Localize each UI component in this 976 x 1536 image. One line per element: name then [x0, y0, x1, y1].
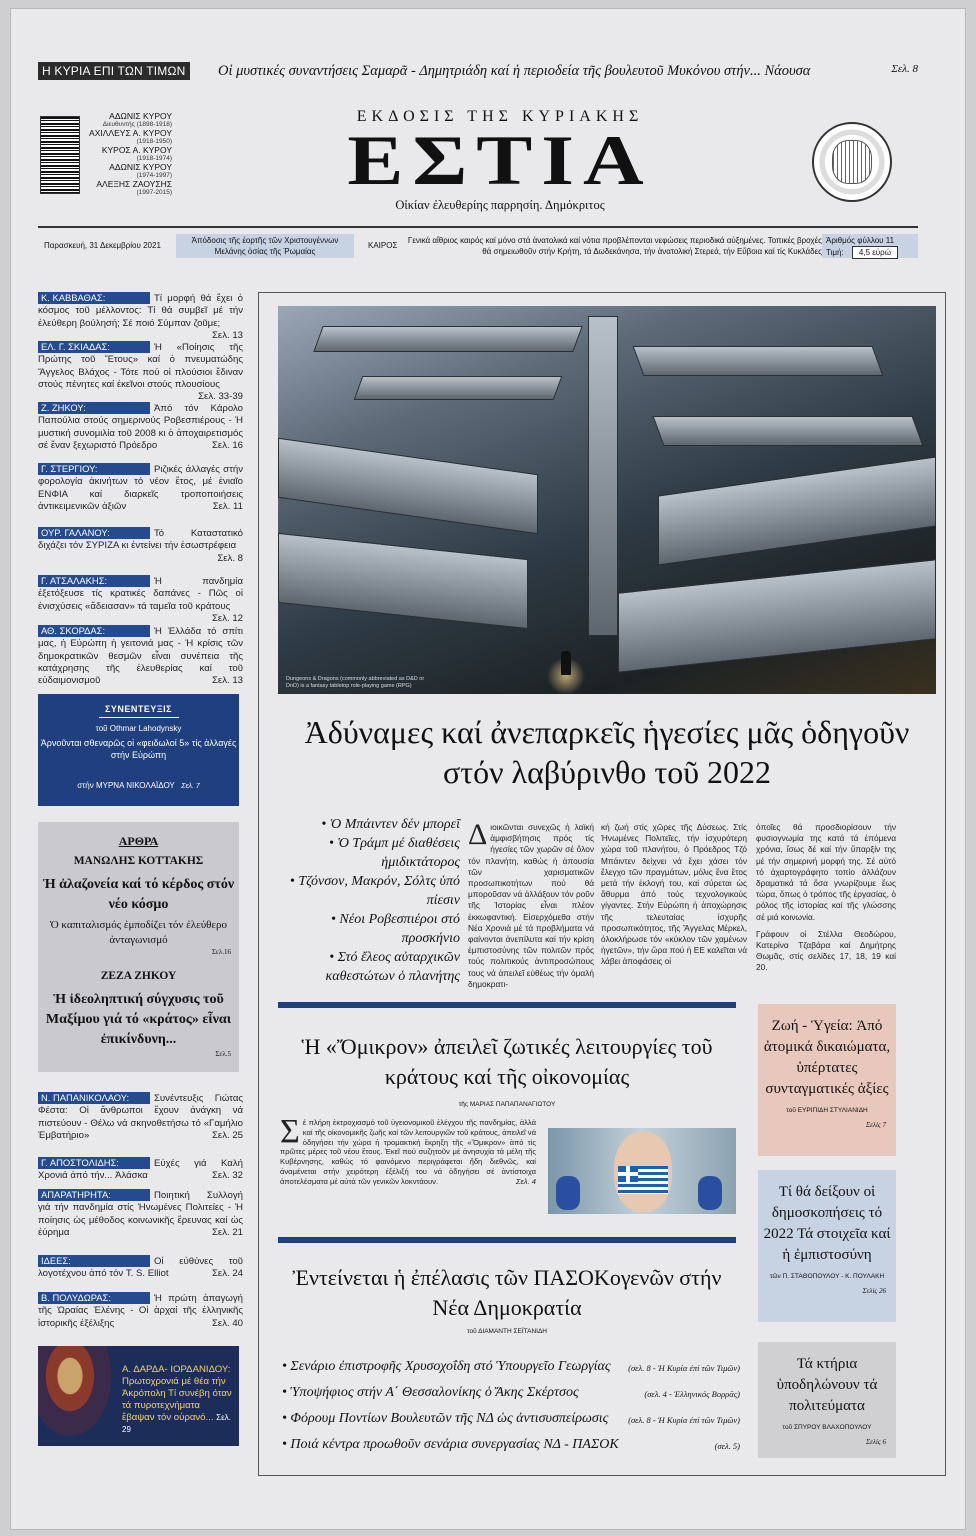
founder-years: Διευθυντής (1898-1918): [102, 121, 172, 128]
section-divider: [278, 1237, 736, 1243]
teaser[interactable]: [38, 575, 243, 625]
teaser-page: Σελ. 25: [211, 1129, 243, 1141]
teaser-text: Ἡ πρώτη ἀπαγωγή τῆς Ὡραίας Ἑλένης - Οἱ ἀρχαί τῆς ἑλληνικῆς ἱστορικῆς ἐξέλιξης: [38, 1293, 243, 1329]
teaser-author: Ν. ΠΑΠΑΝΙΚΟΛΑΟΥ:: [38, 1092, 150, 1104]
zeus-illustration-icon: [38, 1346, 118, 1446]
feature-box[interactable]: [38, 1346, 239, 1446]
teaser-page: Σελ. 24: [211, 1268, 243, 1280]
teaser[interactable]: [38, 527, 243, 565]
teaser-text: Ἀπό τόν Κάρολο Παπούλια στούς σημερινούς Ροβεσπιέρους - Ἡ μυστική συνομιλία τοῦ 2008 κι ὁ ἀποχαιρετισμός σέ ἕναν ξεχωριστό Πρόεδρο: [38, 403, 243, 451]
teaser[interactable]: [38, 1189, 243, 1239]
masthead-title: ΕΣΤΙΑ: [347, 121, 653, 201]
bullet-item: • Ὁ Μπάιντεν δέν μπορεῖ: [321, 817, 460, 832]
teaser-author: Β. ΠΟΛΥΔΩΡΑΣ:: [38, 1292, 150, 1304]
teaser-author: ΕΛ. Γ. ΣΚΙΑΔΑΣ:: [38, 341, 150, 353]
list-item-ref: (σελ. 8 - Ἡ Κυρία ἐπί τῶν Τιμῶν): [628, 1415, 740, 1425]
bullet-item: • Ὁ Τράμπ μέ διαθέσεις ἡμιδικτάτορος: [329, 836, 460, 870]
teaser-author: Γ. ΑΠΟΣΤΟΛΙΔΗΣ:: [38, 1157, 150, 1169]
teaser-author: Γ. ΑΤΣΑΛΑΚΗΣ:: [38, 575, 150, 587]
drop-cap: Σ: [280, 1113, 300, 1150]
nd-headline[interactable]: Ἐντείνεται ἡ ἐπέλασις τῶν ΠΑΣΟΚογενῶν στήν Νέα Δημοκρατία: [292, 1265, 722, 1320]
opinion-box: [38, 822, 239, 1072]
teaser-page: Σελ. 12: [211, 612, 243, 624]
info-bar: [38, 232, 918, 260]
section-divider: [278, 1002, 736, 1008]
divider: [38, 226, 918, 228]
side-box-title: Τά κτήρια ὑποδηλώνουν τά πολιτεύματα: [776, 1356, 878, 1414]
top-headline[interactable]: Οἱ μυστικές συναντήσεις Σαμαρᾶ - Δημητριάδη καί ἡ περιοδεία τῆς βουλευτοῦ Μυκόνου στήν... Νάουσα: [218, 63, 811, 79]
feature-page: Σελ. 29: [122, 1413, 231, 1434]
interview-label: ΣΥΝΕΝΤΕΥΞΙΣ: [104, 704, 173, 714]
side-box-page: Σελίς 26: [862, 1287, 886, 1295]
opinion-page: Σελ.5: [215, 1050, 231, 1058]
teaser-page: Σελ. 32: [211, 1170, 243, 1182]
list-item-ref: (σελ. 8 - Ἡ Κυρία ἐπί τῶν Τιμῶν): [628, 1363, 740, 1373]
bullet-item: • Τζόνσον, Μακρόν, Σόλτς ὑπό πίεσιν: [289, 874, 460, 908]
teaser-text: Συνέντευξις Γιώτας Φέστα: Οἱ ἄνθρωποι ἔχουν ἀνάγκη νά πιστεύουν - Θέλω νά σκηνοθετήσω τό «Γαμήλιο Ἐμβατήριο»: [38, 1093, 243, 1141]
teaser[interactable]: [38, 1092, 243, 1142]
lead-column-2: κή ζωή στίς χῶρες τῆς Δύσεως. Στίς Ἡνωμένες Πολιτεῖες, τήν ἰσχυρότερη χώρα τοῦ πλανήτου, ὁ Πρόεδρος Τζό Μπάιντεν δείχνει νά ἔχει χάσει τόν ἔλεγχο τῶν πραγμάτων, μόλις ἕνα ἔτος μετά τήν ἐκλογή του, καί σύρεται ὡς ἄθυρμα ἀπό τούς τεχνολογικούς γίγαντες. Στήν Εὐρώπη ἡ ἀποχώρησις τῆς τελευταίας ἰσχυρῆς προσωπικότητος, τῆς Ἄγγελας Μέρκελ, ὁλοκλήρωσε τόν «κύκλον τῶν χαμένων ἡγετῶν», τήν ὥρα πού ἡ ΕΕ καλεῖται νά λάβει ἀποφάσεις οἱ: [601, 822, 747, 967]
list-item-ref: (σελ. 4 - Ἑλληνικός Βορρᾶς): [644, 1389, 740, 1399]
founder-name: ΑΔΩΝΙΣ ΚΥΡΟΥ: [109, 162, 172, 172]
lead-column-3: ὁποῖες θά προσδιορίσουν τήν φυσιογνωμία της κατά τά ἑπόμενα χρόνια, ἴσως δέ καί τήν ὕπαρξίν της μέ τήν σημερινή μορφή της. Σέ αὐτό τό ἀχαρτογράφητο τοπίο ἀλλάζουν δραματικά τά ὅσα γνωρίζουμε ἕως τώρα, ὅπως ὁ τρόπος τῆς ἐργασίας, ὁ ρόλος τῆς ἱστορίας καί τῆς γλώσσης σέ μιά κοινωνία. Γράφουν οἱ Στέλλα Θεοδώρου, Κατερίνα Τζαβάρα καί Δημήτρης Θωμᾶς, στίς σελίδες 17, 18, 19 καί 20.: [756, 822, 896, 973]
teaser-text: Ἡ πανδημία ἐξετόξευσε τίς κρατικές δαπάνες - Πῶς οἱ ἐνισχύσεις «ἄδειασαν» τά ταμεῖα τοῦ κράτους: [38, 576, 243, 612]
teaser[interactable]: [38, 292, 243, 342]
teaser-page: Σελ. 13: [211, 675, 243, 687]
teaser-author: Ζ. ΖΗΚΟΥ:: [38, 402, 150, 414]
barcode: [40, 116, 80, 194]
interview-byline: τοῦ Othmar Lahodynsky: [95, 724, 182, 733]
feature-author: Α. ΔΑΡΔΑ- ΙΟΡΔΑΝΙΔΟΥ:: [122, 1364, 231, 1375]
omicron-body: Σέ πλήρη ἐκτροχιασμό τοῦ ὑγειονομικοῦ ἐλέγχου τῆς πανδημίας, ἀλλά καί τῆς οἰκονομικῆς ζωῆς καί τῶν λειτουργιῶν τοῦ κράτους, ἀπειλεῖ νά ὁδηγήσει τήν χώρα ἡ τρομακτική ἔκρηξη τῆς «Ὄμικρον» ἀπό τίς πρῶτες μέρες τοῦ νέου ἔτους. Ἐκεῖ πού συζητοῦν μέ ἀνησυχία τά μέλη τῆς Κυβέρνησης, καθώς τό φαινόμενο περιγράφεται ἤδη διεθνῶς, καί ἀναμένεται στήν χειρότερη ἐξέλιξή του νά ὁδηγήσει σέ ἀντίστοιχα ἀποτελέσματα μέ αὐτά τῶν γενικῶν λοκντάουν. Σελ. 4: [280, 1113, 536, 1186]
divider: [99, 717, 179, 718]
side-box-page: Σελίς 7: [866, 1121, 886, 1129]
teaser-author: ΑΠΑΡΑΤΗΡΗΤΑ:: [38, 1189, 150, 1201]
opinion-author: ΖΕΖΑ ΖΗΚΟΥ: [100, 970, 177, 982]
drop-cap: Δ: [468, 818, 488, 851]
side-box-title: Τί θά δείξουν οἱ δημοσκοπήσεις τό 2022 Τά στοιχεῖα καί ἡ ἐμπιστοσύνη: [763, 1184, 891, 1263]
side-box-byline: τοῦ ΕΥΡΙΠΙΔΗ ΣΤΥΛΙΑΝΙΔΗ: [786, 1107, 868, 1114]
side-box[interactable]: [758, 1170, 896, 1322]
teaser-text: Οἱ εὐθύνες τοῦ λογοτέχνου ἀπό τόν T. S. Elliot: [38, 1256, 243, 1280]
teaser-text: Εὐχές γιά Καλή Χρονιά ἀπό τήν... Ἀλάσκα: [38, 1158, 243, 1182]
lead-credits: Γράφουν οἱ Στέλλα Θεοδώρου, Κατερίνα Τζαβάρα καί Δημήτρης Θωμᾶς, στίς σελίδες 17, 18, 19 καί 20.: [756, 928, 896, 973]
omicron-headline[interactable]: Ἡ «Ὄμικρον» ἀπειλεῖ ζωτικές λειτουργίες τοῦ κράτους καί τῆς οἰκονομίας: [301, 1034, 713, 1089]
founders-list: [88, 112, 172, 197]
issue-date: Παρασκευή, 31 Δεκεμβρίου 2021: [44, 241, 161, 250]
teaser[interactable]: [38, 463, 243, 513]
teaser-page: Σελ. 11: [212, 500, 243, 512]
feature-text: [122, 1364, 234, 1436]
founder-years: (1997-2015): [136, 189, 172, 196]
teaser[interactable]: [38, 1292, 243, 1330]
teaser[interactable]: [38, 1255, 243, 1281]
top-page-ref: Σελ. 8: [891, 63, 918, 75]
founder-name: ΑΛΕΞΗΣ ΖΑΟΥΣΗΣ: [96, 179, 172, 189]
teaser[interactable]: [38, 341, 243, 403]
issue-number: Ἀριθμός φύλλου 11: [826, 236, 895, 245]
side-box-page: Σελίς 6: [866, 1438, 886, 1446]
omicron-byline: τῆς ΜΑΡΙΑΣ ΠΑΠΑΠΑΝΑΓΙΩΤΟΥ: [458, 1101, 556, 1108]
teaser[interactable]: [38, 402, 243, 452]
lead-headline[interactable]: Ἀδύναμες καί ἀνεπαρκεῖς ἡγεσίες μᾶς ὁδηγοῦν στόν λαβύρινθο τοῦ 2022: [304, 714, 910, 790]
teaser-author: Γ. ΣΤΕΡΓΙΟΥ:: [38, 463, 150, 475]
price-label: Τιμή:: [826, 248, 844, 257]
opinion-title[interactable]: Ἡ ἰδεοληπτική σύγχυσις τοῦ Μαξίμου γιά τό «κράτος» εἶναι ἐπικίνδυνη...: [45, 992, 232, 1047]
lead-column-1: Διοικῶνται συνεχῶς ἡ λαϊκή ἀμφισβήτησις πρός τίς ἡγεσίες τῶν χωρῶν σέ ὅλον τόν πλανήτη, καθώς ἡ ἀπουσία τῶν χαρισματικῶν προσωπικοτήτων πού θά μποροῦσαν νά ἀλλάξουν τόν ροῦν τῆς Ἱστορίας εἶναι πλέον ἐκκωφαντική. Εἰσερχόμεθα στήν Νέα Χρονιά μέ τά προβλήματα νά φαίνονται ἀνεπίλυτα καί τήν κρίση ἐμπιστοσύνης τῶν πολιτῶν πρός τούς πολιτικούς ἀντιπροσώπους τους νά ἀπειλεῖ εὐθέως τήν ὁμαλή δημοκρατι-: [468, 818, 594, 989]
issue-info: [822, 234, 918, 258]
masthead-motto: Οἰκίαν ἐλευθερίης παρρησίη. Δημόκριτος: [395, 198, 605, 212]
opinion-label: ΑΡΘΡΑ: [118, 834, 159, 848]
list-item[interactable]: • Ποιά κέντρα προωθοῦν σενάρια συνεργασίας ΝΔ - ΠΑΣΟΚ (σελ. 5): [282, 1432, 740, 1458]
lead-bullets: [270, 815, 460, 986]
photo-caption: Dungeons & Dragons (commonly abbreviated as D&D or DnD) is a fantasy tabletop role-playing game (RPG): [286, 676, 425, 689]
teaser-text: Ἡ «Ποίησις τῆς Πρώτης τοῦ Ἔτους» καί ὁ πνευματώδης Ἄγγελος Βλάχος - Τότε πού οἱ πλούσιοι ἔδιναν στούς πένητες καί ἐκεῖνοι στούς πλουσίους: [38, 342, 243, 390]
teaser-page: Σελ. 40: [211, 1317, 243, 1329]
bullet-item: • Στό ἔλεος αὐταρχικῶν καθεστώτων ὁ πλανήτης: [325, 950, 460, 984]
side-box-title: Ζωή - Ὑγεία: Ἀπό ἀτομικά δικαιώματα, ὑπέρτατες συνταγματικές ἀξίες: [763, 1018, 891, 1097]
seal-logo-icon: [812, 122, 892, 202]
opinion-author: ΜΑΝΩΛΗΣ ΚΟΤΤΑΚΗΣ: [73, 855, 204, 867]
teaser-page: Σελ. 33-39: [198, 391, 243, 403]
masked-doctor-photo: [548, 1128, 736, 1214]
teaser-page: Σελ. 8: [217, 552, 243, 564]
weather-label: ΚΑΙΡΟΣ: [368, 241, 398, 250]
teaser-author: ΙΔΕΕΣ:: [38, 1255, 150, 1267]
omicron-page: Σελ. 4: [515, 1176, 536, 1186]
teaser-text: Τό Καταστατικό διχάζει τόν ΣΥΡΙΖΑ κι ἐντείνει τήν ἐσωστρέφεια: [38, 528, 243, 552]
founder-years: (1974-1997): [136, 172, 172, 179]
person-figure-icon: [561, 651, 571, 675]
interview-box[interactable]: [38, 694, 239, 806]
bullet-item: • Νέοι Ροβεσπιέροι στό προσκήνιο: [330, 912, 460, 946]
list-item[interactable]: • Σενάριο ἐπιστροφῆς Χρυσοχοΐδη στό Ὑπουργεῖο Γεωργίας (σελ. 8 - Ἡ Κυρία ἐπί τῶν Τιμῶν): [282, 1354, 740, 1380]
side-box-byline: τῶν Π. ΣΤΑΘΟΠΟΥΛΟΥ - Κ. ΠΟΥΛΑΚΗ: [769, 1273, 885, 1280]
teaser-author: ΑΘ. ΣΚΟΡΔΑΣ:: [38, 625, 150, 637]
top-banner: [38, 62, 918, 80]
masthead-subtitle: ΕΚΔΟΣΙΣ ΤΗΣ ΚΥΡΙΑΚΗΣ: [356, 108, 644, 125]
weather-forecast: Γενικά αἴθριος καιρός καί μόνο στά ἀνατολικά καί νότια προβλέπονται νεφώσεις περιοδικά αὐξημένες. Τοπικές βροχές θά σημειωθοῦν στήν Κρήτη, τά Δωδεκάνησα, τήν ἀνατολική Στερεά, τήν Εὔβοια καί τίς Κυκλάδες: [407, 236, 822, 256]
list-item[interactable]: • Φόρουμ Ποντίων Βουλευτῶν τῆς ΝΔ ὡς ἀντισυσπείρωσις (σελ. 8 - Ἡ Κυρία ἐπί τῶν Τιμῶν): [282, 1406, 740, 1432]
teaser-page: Σελ. 13: [211, 329, 243, 341]
founder-years: (1918-1950): [136, 138, 172, 145]
side-box[interactable]: [758, 1004, 896, 1156]
nd-list: [282, 1354, 740, 1458]
interview-interviewer: στήν ΜΥΡΝΑ ΝΙΚΟΛΑΪΔΟΥ Σελ. 7: [77, 781, 200, 790]
teaser-author: Κ. ΚΑΒΒΑΘΑΣ:: [38, 292, 150, 304]
labyrinth-photo: [278, 306, 936, 694]
teaser-page: Σελ. 21: [211, 1226, 243, 1238]
teaser[interactable]: [38, 625, 243, 687]
column-tag: Η ΚΥΡΙΑ ΕΠΙ ΤΩΝ ΤΙΜΩΝ: [38, 62, 190, 80]
side-box[interactable]: [758, 1342, 896, 1458]
opinion-title[interactable]: Ἡ ἀλαζονεία καί τό κέρδος στόν νέο κόσμο: [42, 877, 235, 912]
founder-years: (1918-1974): [136, 155, 172, 162]
teaser-page: Σελ. 16: [211, 439, 243, 451]
teaser[interactable]: [38, 1157, 243, 1183]
founder-name: ΑΔΩΝΙΣ ΚΥΡΟΥ: [109, 111, 172, 121]
side-box-byline: τοῦ ΣΠΥΡΟΥ ΒΛΑΧΟΠΟΥΛΟΥ: [782, 1424, 872, 1431]
list-item-ref: (σελ. 5): [714, 1441, 740, 1451]
opinion-page: Σελ.16: [211, 948, 231, 956]
teaser-text: Τί μορφή θά ἔχει ὁ κόσμος τοῦ μέλλοντος: Τί θά συμβεῖ μέ τήν ἐλεύθερη βούλησή; Σέ ποιό Σύμπαν ζοῦμε;: [38, 293, 243, 329]
opinion-subtitle: Ὁ καπιταλισμός ἐμποδίζει τόν ἐλεύθερο ἀνταγωνισμό: [49, 919, 228, 946]
interview-page: Σελ. 7: [181, 783, 200, 790]
feast-day: Ἀπόδοσις τῆς ἑορτῆς τῶν Χριστουγέννων Μελάνης ὁσίας τῆς Ῥωμαίας: [176, 234, 354, 258]
interview-title: Ἀρνοῦνται σθεναρῶς οἱ «φειδωλοί 5» τίς ἀλλαγές στήν Εὐρώπη: [40, 738, 237, 760]
list-item[interactable]: • Ὑποψήφιος στήν Α΄ Θεσσαλονίκης ὁ Ἄκης Σκέρτσος (σελ. 4 - Ἑλληνικός Βορρᾶς): [282, 1380, 740, 1406]
price: 4,5 εὐρώ: [852, 246, 898, 259]
teaser-text: Ποιητική Συλλογή γιά τήν πανδημία στίς Ἡνωμένες Πολιτείες - Ἡ ποίησις ὡς μέθοδος κοινωνικῆς ἔρευνας καί ὡς ἐύρημα: [38, 1190, 243, 1238]
founder-name: ΑΧΙΛΛΕΥΣ Α. ΚΥΡΟΥ: [89, 128, 172, 138]
teaser-author: ΟΥΡ. ΓΑΛΑΝΟΥ:: [38, 527, 150, 539]
teaser-text: Ἡ Ἑλλάδα τό σπίτι μας, ἡ Εὐρώπη ἡ γειτονιά μας - Ἡ κρίσις τῶν δημοκρατικῶν θεσμῶν εἶναι συνέπεια τῆς κατάχρησης τῆς ἐλευθερίας καί τοῦ εὐδαιμονισμοῦ: [38, 626, 243, 687]
teaser-text: Ριζικές ἀλλαγές στήν φορολογία ἀκινήτων τό νέον ἔτος, μέ ἑνιαῖο ΕΝΦΙΑ καί διαρκεῖς τροποποιήσεις ἀντικειμενικῶν ἀξιῶν: [38, 464, 243, 512]
nd-byline: τοῦ ΔΙΑΜΑΝΤΗ ΣΕΪΤΑΝΙΔΗ: [466, 1328, 547, 1335]
feature-title: Πρωτοχρονιά μέ θέα τήν Ἀκρόπολη Τί συνέβη όταν τά πυροτεχνήματα ἔβαψαν τόν οὐρανό...: [122, 1376, 232, 1423]
founder-name: ΚΥΡΟΣ Α. ΚΥΡΟΥ: [101, 145, 172, 155]
